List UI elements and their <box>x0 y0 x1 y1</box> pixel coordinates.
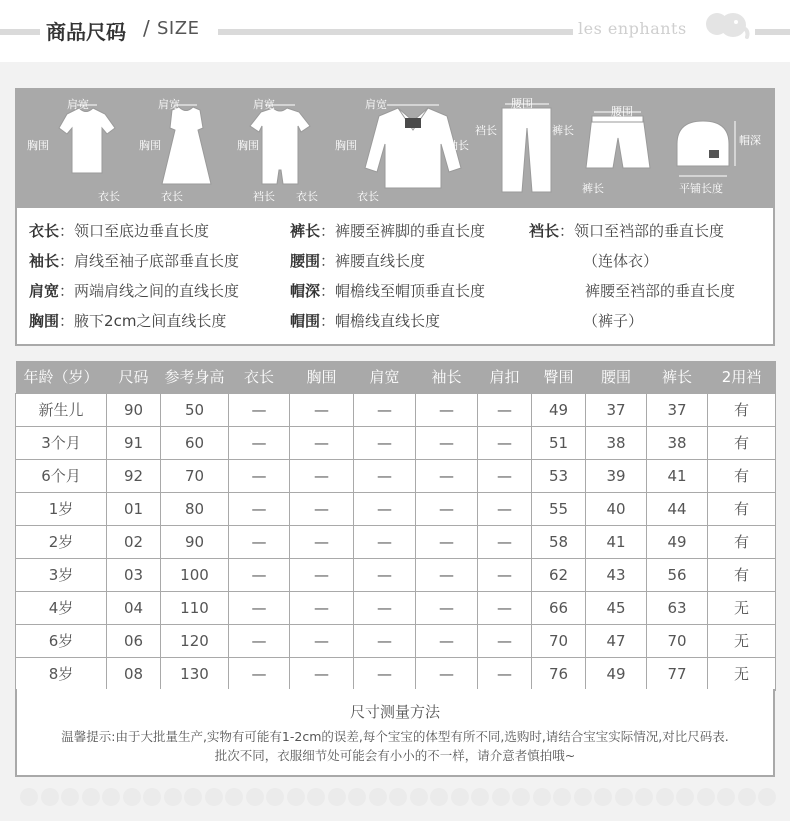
table-row <box>16 624 776 657</box>
table-cell: 新生儿 <box>16 393 107 426</box>
scallop-dot <box>512 788 530 806</box>
table-cell: — <box>354 426 416 459</box>
definition-item: 肩宽：两端肩线之间的直线长度 <box>29 282 240 300</box>
scallop-dot <box>492 788 510 806</box>
table-cell: 91 <box>107 426 161 459</box>
table-cell: 44 <box>647 492 708 525</box>
scallop-dot <box>348 788 366 806</box>
column-header: 胸围 <box>290 361 354 393</box>
table-cell: 38 <box>647 426 708 459</box>
table-cell: — <box>290 393 354 426</box>
table-cell: — <box>354 393 416 426</box>
scallop-dot <box>41 788 59 806</box>
pants-waist-label: 腰围 <box>511 97 533 110</box>
scallop-dot <box>307 788 325 806</box>
jacket-sleeve-label: 袖长 <box>447 139 469 152</box>
table-cell: — <box>416 459 478 492</box>
table-cell: — <box>416 591 478 624</box>
table-cell: 无 <box>708 591 776 624</box>
definition-item: 帽深：帽檐线至帽顶垂直长度 <box>290 282 486 300</box>
dress-length-label: 衣长 <box>161 190 183 203</box>
table-row <box>16 591 776 624</box>
table-cell: 53 <box>532 459 586 492</box>
scallop-dot <box>615 788 633 806</box>
table-cell: 90 <box>161 525 229 558</box>
scallop-dot <box>656 788 674 806</box>
scallop-dot <box>266 788 284 806</box>
table-row <box>16 426 776 459</box>
scallop-dot <box>389 788 407 806</box>
table-cell: — <box>290 525 354 558</box>
table-cell: 有 <box>708 558 776 591</box>
scallop-dot <box>123 788 141 806</box>
column-header: 年龄（岁） <box>16 361 107 393</box>
elephant-logo-icon <box>703 10 751 40</box>
table-cell: — <box>290 657 354 690</box>
scallop-dot <box>553 788 571 806</box>
romper-crotch-label: 裆长 <box>253 190 275 203</box>
table-row <box>16 558 776 591</box>
definition-item: 裤长：裤腰至裤脚的垂直长度 <box>290 222 486 240</box>
table-cell: — <box>478 393 532 426</box>
table-cell: 有 <box>708 492 776 525</box>
hat-flat-length-label: 平铺长度 <box>679 182 723 195</box>
shorts-waist-label: 腰围 <box>611 105 633 118</box>
pants-crotch-label: 裆长 <box>475 124 497 137</box>
table-cell: 56 <box>647 558 708 591</box>
table-cell: 06 <box>107 624 161 657</box>
table-cell: 60 <box>161 426 229 459</box>
scallop-dot <box>697 788 715 806</box>
table-cell: 6岁 <box>16 624 107 657</box>
table-cell: — <box>416 657 478 690</box>
table-cell: 63 <box>647 591 708 624</box>
table-cell: — <box>354 558 416 591</box>
table-cell: 38 <box>586 426 647 459</box>
romper-length-label: 衣长 <box>296 190 318 203</box>
column-header: 肩宽 <box>354 361 416 393</box>
table-cell: 49 <box>647 525 708 558</box>
table-cell: — <box>416 426 478 459</box>
table-cell: 无 <box>708 624 776 657</box>
table-cell: — <box>478 591 532 624</box>
table-cell: 03 <box>107 558 161 591</box>
romper-shoulder-label: 肩宽 <box>253 98 275 111</box>
table-cell: — <box>229 492 290 525</box>
table-cell: 66 <box>532 591 586 624</box>
shorts-length-label: 裤长 <box>582 182 604 195</box>
table-cell: — <box>290 492 354 525</box>
table-cell: 50 <box>161 393 229 426</box>
note-line-1: 温馨提示:由于大批量生产,实物有可能有1-2cm的误差,每个宝宝的体型有所不同,选购时,请结合宝宝实际情况,对比尺码表. <box>61 729 729 744</box>
table-cell: — <box>290 591 354 624</box>
table-cell: 70 <box>161 459 229 492</box>
hat-diagram <box>677 121 729 166</box>
table-cell: 01 <box>107 492 161 525</box>
scallop-dot <box>451 788 469 806</box>
table-cell: 55 <box>532 492 586 525</box>
jacket-shoulder-label: 肩宽 <box>365 98 387 111</box>
table-cell: — <box>290 459 354 492</box>
table-cell: — <box>354 459 416 492</box>
table-cell: 45 <box>586 591 647 624</box>
table-cell: — <box>478 426 532 459</box>
scallop-dot <box>410 788 428 806</box>
column-header: 肩扣 <box>478 361 532 393</box>
shorts-diagram <box>586 116 650 168</box>
scallop-dot <box>225 788 243 806</box>
tshirt-chest-label: 胸围 <box>27 139 49 152</box>
table-cell: — <box>229 426 290 459</box>
column-header: 腰围 <box>586 361 647 393</box>
table-cell: 49 <box>532 393 586 426</box>
hat-depth-label: 帽深 <box>739 134 761 147</box>
table-cell: — <box>229 558 290 591</box>
definition-item: 袖长：肩线至袖子底部垂直长度 <box>29 252 240 270</box>
page-title: 商品尺码 <box>46 20 126 44</box>
table-cell: — <box>478 624 532 657</box>
table-cell: 90 <box>107 393 161 426</box>
scallop-dot <box>102 788 120 806</box>
measurement-definitions <box>15 208 775 346</box>
table-cell: — <box>354 591 416 624</box>
table-cell: 51 <box>532 426 586 459</box>
definition-item: 衣长：领口至底边垂直长度 <box>29 222 210 240</box>
table-cell: — <box>354 492 416 525</box>
scallop-dot <box>471 788 489 806</box>
table-cell: 2岁 <box>16 525 107 558</box>
pants-length-label: 裤长 <box>552 124 574 137</box>
scallop-dot <box>369 788 387 806</box>
table-cell: 08 <box>107 657 161 690</box>
table-cell: 有 <box>708 393 776 426</box>
table-cell: 无 <box>708 657 776 690</box>
scallop-dot <box>430 788 448 806</box>
scallop-dot <box>328 788 346 806</box>
table-cell: — <box>229 624 290 657</box>
jacket-chest-label: 胸围 <box>335 139 357 152</box>
dress-diagram <box>162 107 211 184</box>
table-cell: — <box>229 459 290 492</box>
scallop-dot <box>574 788 592 806</box>
table-cell: — <box>478 492 532 525</box>
brand-name: les enphants <box>578 19 687 38</box>
scallop-dot <box>164 788 182 806</box>
table-cell: — <box>478 558 532 591</box>
table-cell: 70 <box>532 624 586 657</box>
scallop-dot <box>20 788 38 806</box>
definition-item: 腰围：裤腰直线长度 <box>290 252 426 270</box>
tshirt-shoulder-label: 肩宽 <box>67 98 89 111</box>
table-cell: — <box>416 393 478 426</box>
table-cell: 77 <box>647 657 708 690</box>
definition-note: （裤子） <box>583 312 644 330</box>
table-cell: 8岁 <box>16 657 107 690</box>
table-cell: 70 <box>647 624 708 657</box>
scallop-dot <box>246 788 264 806</box>
table-cell: — <box>478 525 532 558</box>
scallop-dot <box>594 788 612 806</box>
table-cell: 有 <box>708 459 776 492</box>
table-cell: 92 <box>107 459 161 492</box>
size-table-body <box>16 393 776 690</box>
column-header: 袖长 <box>416 361 478 393</box>
table-cell: — <box>229 657 290 690</box>
table-cell: 37 <box>647 393 708 426</box>
note-line-2: 批次不同，衣服细节处可能会有小小的不一样，请介意者慎拍哦~ <box>214 748 576 763</box>
table-row <box>16 525 776 558</box>
table-cell: 110 <box>161 591 229 624</box>
table-cell: 130 <box>161 657 229 690</box>
table-row <box>16 393 776 426</box>
scallop-dot <box>287 788 305 806</box>
table-cell: — <box>416 492 478 525</box>
table-cell: — <box>229 525 290 558</box>
garment-illustration-panel <box>15 88 775 208</box>
scallop-dot <box>635 788 653 806</box>
table-cell: 40 <box>586 492 647 525</box>
scallop-dot <box>143 788 161 806</box>
scallop-dot <box>738 788 756 806</box>
table-cell: — <box>290 558 354 591</box>
pants-diagram <box>502 108 551 192</box>
size-table <box>15 361 776 691</box>
table-cell: 100 <box>161 558 229 591</box>
table-row <box>16 459 776 492</box>
scallop-dot <box>184 788 202 806</box>
romper-chest-label: 胸围 <box>237 139 259 152</box>
table-cell: — <box>478 657 532 690</box>
definition-note: 裤腰至裆部的垂直长度 <box>585 282 736 300</box>
table-cell: 39 <box>586 459 647 492</box>
scallop-dot <box>717 788 735 806</box>
table-cell: 4岁 <box>16 591 107 624</box>
scallop-dot <box>758 788 776 806</box>
table-cell: — <box>416 624 478 657</box>
table-cell: 80 <box>161 492 229 525</box>
garment-diagrams <box>15 88 775 208</box>
dress-shoulder-label: 肩宽 <box>158 98 180 111</box>
table-cell: — <box>290 624 354 657</box>
header-divider-middle <box>218 29 573 35</box>
table-cell: — <box>229 591 290 624</box>
scallop-dot <box>676 788 694 806</box>
table-cell: 62 <box>532 558 586 591</box>
table-cell: — <box>416 558 478 591</box>
decorative-scallop-border <box>20 788 780 806</box>
dress-chest-label: 胸围 <box>139 139 161 152</box>
scallop-dot <box>61 788 79 806</box>
table-cell: — <box>290 426 354 459</box>
table-cell: 3个月 <box>16 426 107 459</box>
definition-item: 裆长：领口至裆部的垂直长度 <box>529 222 725 240</box>
table-cell: — <box>416 525 478 558</box>
table-cell: 有 <box>708 426 776 459</box>
column-header: 衣长 <box>229 361 290 393</box>
table-cell: — <box>354 657 416 690</box>
table-cell: — <box>478 459 532 492</box>
table-cell: 02 <box>107 525 161 558</box>
table-cell: 41 <box>586 525 647 558</box>
table-cell: 120 <box>161 624 229 657</box>
table-cell: 47 <box>586 624 647 657</box>
table-cell: 37 <box>586 393 647 426</box>
measurement-note <box>15 689 775 777</box>
size-table-header <box>16 361 776 393</box>
table-cell: 6个月 <box>16 459 107 492</box>
tshirt-diagram <box>59 108 115 173</box>
scallop-dot <box>205 788 223 806</box>
table-cell: 49 <box>586 657 647 690</box>
scallop-dot <box>82 788 100 806</box>
page-subtitle: SIZE <box>157 18 200 39</box>
table-cell: 有 <box>708 525 776 558</box>
header-divider-left <box>0 29 40 35</box>
table-cell: 43 <box>586 558 647 591</box>
header-divider-right <box>755 29 790 35</box>
table-cell: 76 <box>532 657 586 690</box>
title-separator: / <box>143 16 150 40</box>
table-cell: 3岁 <box>16 558 107 591</box>
table-cell: — <box>229 393 290 426</box>
table-header-row <box>16 361 776 393</box>
table-cell: — <box>354 624 416 657</box>
scallop-dot <box>533 788 551 806</box>
column-header: 臀围 <box>532 361 586 393</box>
table-cell: 04 <box>107 591 161 624</box>
table-cell: 58 <box>532 525 586 558</box>
note-title: 尺寸测量方法 <box>349 703 440 721</box>
table-row <box>16 492 776 525</box>
definition-item: 胸围：腋下2cm之间直线长度 <box>29 312 227 330</box>
table-row <box>16 657 776 690</box>
header <box>0 0 790 62</box>
definition-item: 帽围：帽檐线直线长度 <box>290 312 441 330</box>
romper-diagram <box>250 108 310 184</box>
column-header: 裤长 <box>647 361 708 393</box>
tshirt-length-label: 衣长 <box>98 190 120 203</box>
column-header: 2用裆 <box>708 361 776 393</box>
table-cell: 1岁 <box>16 492 107 525</box>
definition-note: （连体衣） <box>583 252 659 270</box>
jacket-length-label: 衣长 <box>357 190 379 203</box>
table-cell: — <box>354 525 416 558</box>
column-header: 参考身高 <box>161 361 229 393</box>
table-cell: 41 <box>647 459 708 492</box>
column-header: 尺码 <box>107 361 161 393</box>
